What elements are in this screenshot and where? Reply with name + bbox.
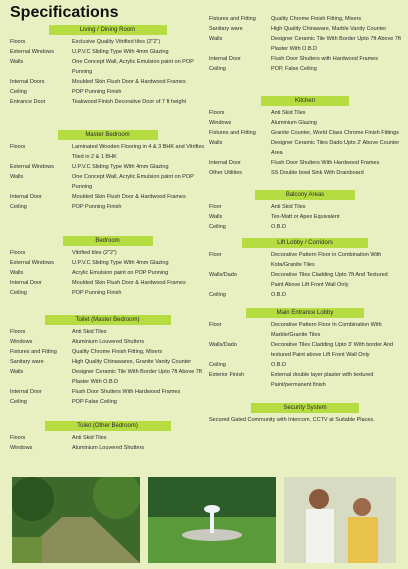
spec-row [10, 47, 205, 57]
spec-row [10, 347, 205, 357]
section-heading: Security System [251, 403, 359, 413]
section [209, 308, 401, 390]
spec-value: Designer Ceramic Tiles Dado Upto 2' Above Counter Area [271, 140, 400, 156]
spec-value: O.B.D [271, 224, 286, 230]
spec-value: Designer Ceramic Tile With Border Upto 7ft Above 7ft Plaster With O.B.D [72, 369, 202, 385]
spec-value: POP False Ceiling [72, 399, 117, 405]
spec-label: External Windows [10, 164, 55, 170]
spec-value: Teakwood Finish Decorative Door of 7 ft height [72, 99, 187, 105]
spec-label: Ceiling [10, 290, 27, 296]
spec-row [10, 337, 205, 347]
spec-value: Aluminium Louvered Shutters [72, 339, 145, 345]
spec-label: Floors [209, 110, 225, 116]
spec-row [209, 320, 401, 340]
spec-row [10, 433, 205, 443]
spec-value: Anti Skid Tiles [271, 204, 306, 210]
spec-label: Internal Door [10, 389, 42, 395]
section [10, 421, 205, 453]
spec-row [10, 397, 205, 407]
spec-row [10, 288, 205, 298]
spec-value: U.P.V.C Sliding Type With 4mm Glazing [72, 164, 169, 170]
section [10, 25, 205, 107]
spec-label: Fixtures and Fitting [209, 16, 256, 22]
spec-value: Designer Ceramic Tile With Border Upto 7ft Above 7ft Plaster With O.B.D [271, 36, 401, 52]
spec-row [10, 202, 205, 212]
spec-row [209, 118, 401, 128]
spec-label: Walls [10, 174, 24, 180]
spec-label: Internal Door [10, 280, 42, 286]
spec-row [10, 367, 205, 387]
spec-label: Walls [10, 270, 24, 276]
spec-row [10, 142, 205, 162]
spec-value: Moulded Skin Flush Door & Hardwood Frames [72, 194, 186, 200]
spec-value: Exclusive Quality Vitrified tiles (2"2") [72, 39, 161, 45]
spec-label: Internal Door [209, 160, 241, 166]
spec-value: External double layer plaster with textured Paint/permanent finish [271, 372, 374, 388]
spec-row [10, 268, 205, 278]
spec-value: Laminated Wooden Flooring in 4 & 3 BHK and Vitrifies Tiled in 2 & 1 BHK [72, 144, 205, 160]
spec-label: Windows [209, 120, 232, 126]
spec-label: Floors [10, 329, 26, 335]
spec-label: Walls [10, 369, 24, 375]
spec-row [209, 270, 401, 290]
spec-label: Exterior Finish [209, 372, 245, 378]
spec-row [209, 108, 401, 118]
spec-value: Anti Skid Tiles [72, 435, 107, 441]
spec-row [209, 290, 401, 300]
spec-value: Aluminium Louvered Shutters [72, 445, 145, 451]
spec-row [209, 54, 401, 64]
spec-value: Moulded Skin Flush Door & Hardwood Frames [72, 280, 186, 286]
photo-strip [12, 477, 396, 563]
section-heading: Toilet (Other Bedroom) [45, 421, 171, 431]
spec-label: Ceiling [10, 399, 27, 405]
spec-value: Quality Chrome Finish Fitting, Mixers [271, 16, 362, 22]
spec-label: Internal Door [209, 56, 241, 62]
section [10, 236, 205, 298]
section [209, 14, 401, 74]
spec-row [10, 278, 205, 288]
spec-label: Walls/Dado [209, 272, 237, 278]
spec-value: Quality Chrome Finish Fitting, Mixers [72, 349, 163, 355]
spec-row [209, 138, 401, 158]
spec-value: Flush Door Shutters with Hardwood Frames [271, 56, 378, 62]
spec-value: Anti Skid Tiles [271, 110, 306, 116]
spec-label: Ceiling [10, 204, 27, 210]
spec-value: Anti Skid Tiles [72, 329, 107, 335]
spec-label: Sanitary ware [10, 359, 44, 365]
spec-value: Decorative Pattern Floor In Combination With Marble/Granite Tiles [271, 322, 382, 338]
spec-row [209, 202, 401, 212]
spec-value: U.P.V.C Sliding Type With 4mm Glazing [72, 49, 169, 55]
section [209, 238, 401, 300]
spec-label: Sanitary ware [209, 26, 243, 32]
spec-row [209, 250, 401, 270]
spec-value: Secured Gated Community with Intercom, CCTV at Suitable Places. [209, 417, 375, 423]
spec-row [10, 258, 205, 268]
spec-value: Decorative Tiles Cladding Upto 7ft And Textured Paint Above Lift Front Wall Only [271, 272, 388, 288]
spec-value: Decorative Pattern Floor in Combination With Kota/Granite Tiles [271, 252, 382, 268]
spec-label: Walls [209, 140, 223, 146]
spec-label: Floors [10, 250, 26, 256]
spec-row [10, 192, 205, 202]
spec-row [209, 128, 401, 138]
spec-value: Flush Door Shutters With Hardwood Frames [271, 160, 380, 166]
spec-label: Internal Doors [10, 79, 45, 85]
spec-row [209, 212, 401, 222]
spec-label: Fixtures and Fitting [209, 130, 256, 136]
spec-label: Internal Door [10, 194, 42, 200]
spec-value: Acrylic Emulsion paint on POP Punning [72, 270, 169, 276]
spec-value: One Concept Wall, Acrylic Emulsion paint on POP Punning [72, 174, 194, 190]
spec-row [209, 222, 401, 232]
section-heading: Kitchen [261, 96, 349, 106]
page-title: Specifications [10, 4, 119, 21]
photo-couple [284, 477, 396, 563]
spec-value: Tex-Matt or Apex Equivalent [271, 214, 340, 220]
spec-label: External Windows [10, 260, 55, 266]
spec-label: Floor [209, 204, 222, 210]
spec-label: Windows [10, 445, 33, 451]
spec-row [10, 248, 205, 258]
spec-row [10, 37, 205, 47]
section-heading: Living / Dining Room [49, 25, 167, 35]
spec-value: O.B.D [271, 362, 286, 368]
spec-value: SS Double bowl Sink With Drainboard [271, 170, 364, 176]
spec-value: POP, False Ceiling [271, 66, 317, 72]
spec-value: POP Punning Finish [72, 290, 122, 296]
section-heading: Bedroom [63, 236, 153, 246]
spec-label: Entrance Door [10, 99, 46, 105]
spec-row [10, 357, 205, 367]
spec-label: Windows [10, 339, 33, 345]
section-heading: Lift Lobby / Corridors [242, 238, 368, 248]
spec-value: U.P.V.C Sliding Type With 4mm Glazing [72, 260, 169, 266]
spec-row [10, 87, 205, 97]
spec-label: Ceiling [209, 292, 226, 298]
spec-row [10, 387, 205, 397]
spec-row [209, 340, 401, 360]
spec-label: Walls [209, 36, 223, 42]
spec-row [10, 57, 205, 77]
spec-label: Floor [209, 252, 222, 258]
spec-label: Walls [10, 59, 24, 65]
spec-value: Granite Counter, World Class Chrome Finish Fittings [271, 130, 399, 136]
spec-value: Decorative Tiles Cladding Upto 3' With border And textured Paint above Lift Front Wall Only [271, 342, 394, 358]
spec-row [209, 370, 401, 390]
spec-row [209, 415, 401, 425]
spec-label: Other Utilities [209, 170, 243, 176]
spec-label: Fixtures and Fitting [10, 349, 57, 355]
spec-row [10, 77, 205, 87]
spec-label: Floor [209, 322, 222, 328]
spec-value: POP Punning Finish [72, 89, 122, 95]
spec-value: Moulded Skin Flush Door & Hardwood Frames [72, 79, 186, 85]
section [209, 96, 401, 178]
spec-row [209, 158, 401, 168]
photo-garden-path [12, 477, 140, 563]
spec-label: Floors [10, 144, 26, 150]
spec-row [10, 443, 205, 453]
spec-row [209, 168, 401, 178]
spec-label: Ceiling [209, 66, 226, 72]
spec-label: Walls [209, 214, 223, 220]
spec-row [209, 64, 401, 74]
spec-value: Vitrified tiles (2"2") [72, 250, 117, 256]
spec-label: Ceiling [10, 89, 27, 95]
spec-row [10, 162, 205, 172]
spec-label: Floors [10, 435, 26, 441]
spec-value: One Concept Wall, Acrylic Emulsion paint on POP Punning [72, 59, 194, 75]
section-heading: Master Bedroom [58, 130, 158, 140]
spec-row [209, 14, 401, 24]
spec-value: Aluminium Glazing [271, 120, 317, 126]
section [10, 130, 205, 212]
spec-row [10, 327, 205, 337]
spec-row [10, 97, 205, 107]
spec-value: Flush Door Shutters With Hardwood Frames [72, 389, 181, 395]
spec-label: Ceiling [209, 362, 226, 368]
spec-value: High Quality Chinaware, Marble Vanity Counter [271, 26, 387, 32]
spec-value: POP Punning Finish [72, 204, 122, 210]
spec-row [10, 172, 205, 192]
spec-value: O.B.D [271, 292, 286, 298]
section-heading: Toilet (Master Bedroom) [45, 315, 171, 325]
section [209, 403, 401, 425]
section [10, 315, 205, 407]
spec-label: Walls/Dado [209, 342, 237, 348]
section [209, 190, 401, 232]
spec-row [209, 34, 401, 54]
spec-value: High Quality Chinawares, Granite Vanity Counter [72, 359, 192, 365]
section-heading: Balcony Areas [255, 190, 355, 200]
section-heading: Main Entrance Lobby [246, 308, 364, 318]
spec-label: Ceiling [209, 224, 226, 230]
photo-fountain-garden [148, 477, 276, 563]
spec-label: External Windows [10, 49, 55, 55]
spec-row [209, 24, 401, 34]
spec-row [209, 360, 401, 370]
spec-label: Floors [10, 39, 26, 45]
